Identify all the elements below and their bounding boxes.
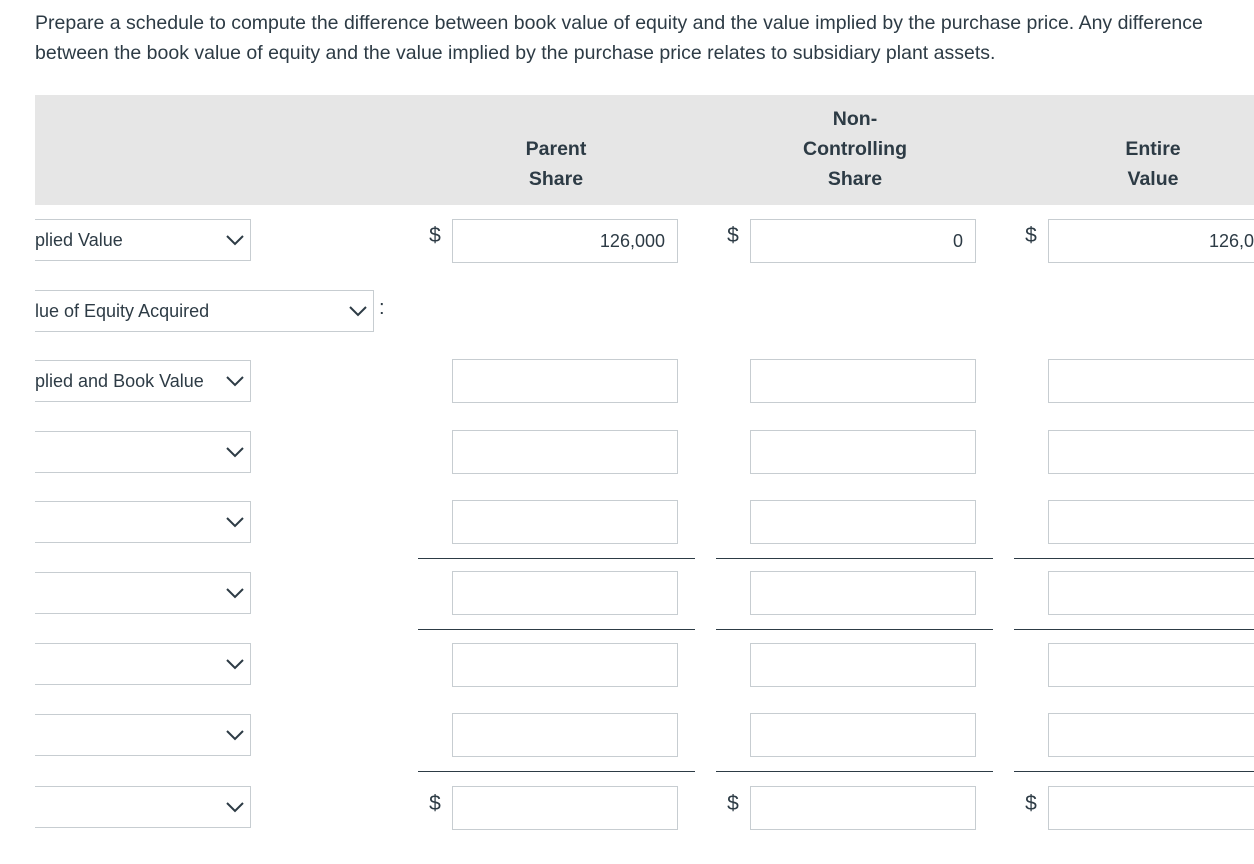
row-8-noncontrolling-share-input[interactable] [750,713,976,757]
row-5-noncontrolling-share-input[interactable] [750,500,976,544]
schedule-body [35,205,1254,864]
row-9-account-select[interactable] [35,786,251,828]
row-3-entire-value-input[interactable] [1048,359,1254,403]
row-7-account-select[interactable] [35,643,251,685]
row-1-account-select[interactable]: plied Value [35,219,251,261]
row-4-parent-share-input[interactable] [452,430,678,474]
row-4-entire-value-input[interactable] [1048,430,1254,474]
row-4-noncontrolling-share-input[interactable] [750,430,976,474]
chevron-down-icon [220,219,250,261]
row-1-parent-share-input[interactable] [452,219,678,263]
chevron-down-icon [220,643,250,685]
subtotal-rule-noncontrolling [716,629,993,630]
row-9-noncontrolling-dollar: $ [727,792,739,815]
row-3-account-select[interactable]: plied and Book Value [35,360,251,402]
subtotal-rule-entire [1014,629,1254,630]
row-9-parent-share-input[interactable] [452,786,678,830]
row-1-noncontrolling-share-input[interactable] [750,219,976,263]
row-7-entire-value-input[interactable] [1048,643,1254,687]
row-1-entire-dollar: $ [1025,224,1037,247]
column-header-parent-share: Parent Share [525,138,587,190]
subtotal-rule-parent [418,558,695,559]
row-5-parent-share-input[interactable] [452,500,678,544]
row-4-account-select[interactable] [35,431,251,473]
row-1-parent-dollar: $ [429,224,441,247]
row-5-account-select[interactable] [35,501,251,543]
chevron-down-icon [220,501,250,543]
row-7-noncontrolling-share-input[interactable] [750,643,976,687]
chevron-down-icon [220,431,250,473]
row-9-entire-value-input[interactable] [1048,786,1254,830]
row-6-parent-share-input[interactable] [452,571,678,615]
row-1-noncontrolling-dollar: $ [727,224,739,247]
column-header-noncontrolling-share: Non- Controlling Share [803,108,907,190]
row-9-noncontrolling-share-input[interactable] [750,786,976,830]
total-rule-noncontrolling [716,771,993,772]
subtotal-rule-entire [1014,558,1254,559]
instructions-text: Prepare a schedule to compute the difference between book value of equity and the value implied by the purchase price. Any difference between the book value of equity and the value implied by the purchase price relates to subsidiary plant assets. [35,12,1203,64]
row-6-account-select[interactable] [35,572,251,614]
chevron-down-icon [220,572,250,614]
row-5-entire-value-input[interactable] [1048,500,1254,544]
row-7-parent-share-input[interactable] [452,643,678,687]
row-1-entire-value-input[interactable] [1048,219,1254,263]
row-2-account-select[interactable]: lue of Equity Acquired [35,290,374,332]
column-header-entire-value: Entire Value [1125,138,1181,190]
row-3-parent-share-input[interactable] [452,359,678,403]
row-6-noncontrolling-share-input[interactable] [750,571,976,615]
total-rule-entire [1014,771,1254,772]
subtotal-rule-noncontrolling [716,558,993,559]
row-8-parent-share-input[interactable] [452,713,678,757]
row-9-entire-dollar: $ [1025,792,1037,815]
subtotal-rule-parent [418,629,695,630]
chevron-down-icon [220,714,250,756]
row-2-colon: : [379,297,385,319]
row-6-entire-value-input[interactable] [1048,571,1254,615]
chevron-down-icon [220,786,250,828]
chevron-down-icon [343,290,373,332]
total-rule-parent [418,771,695,772]
row-8-entire-value-input[interactable] [1048,713,1254,757]
row-9-parent-dollar: $ [429,792,441,815]
chevron-down-icon [220,360,250,402]
row-8-account-select[interactable] [35,714,251,756]
row-3-noncontrolling-share-input[interactable] [750,359,976,403]
